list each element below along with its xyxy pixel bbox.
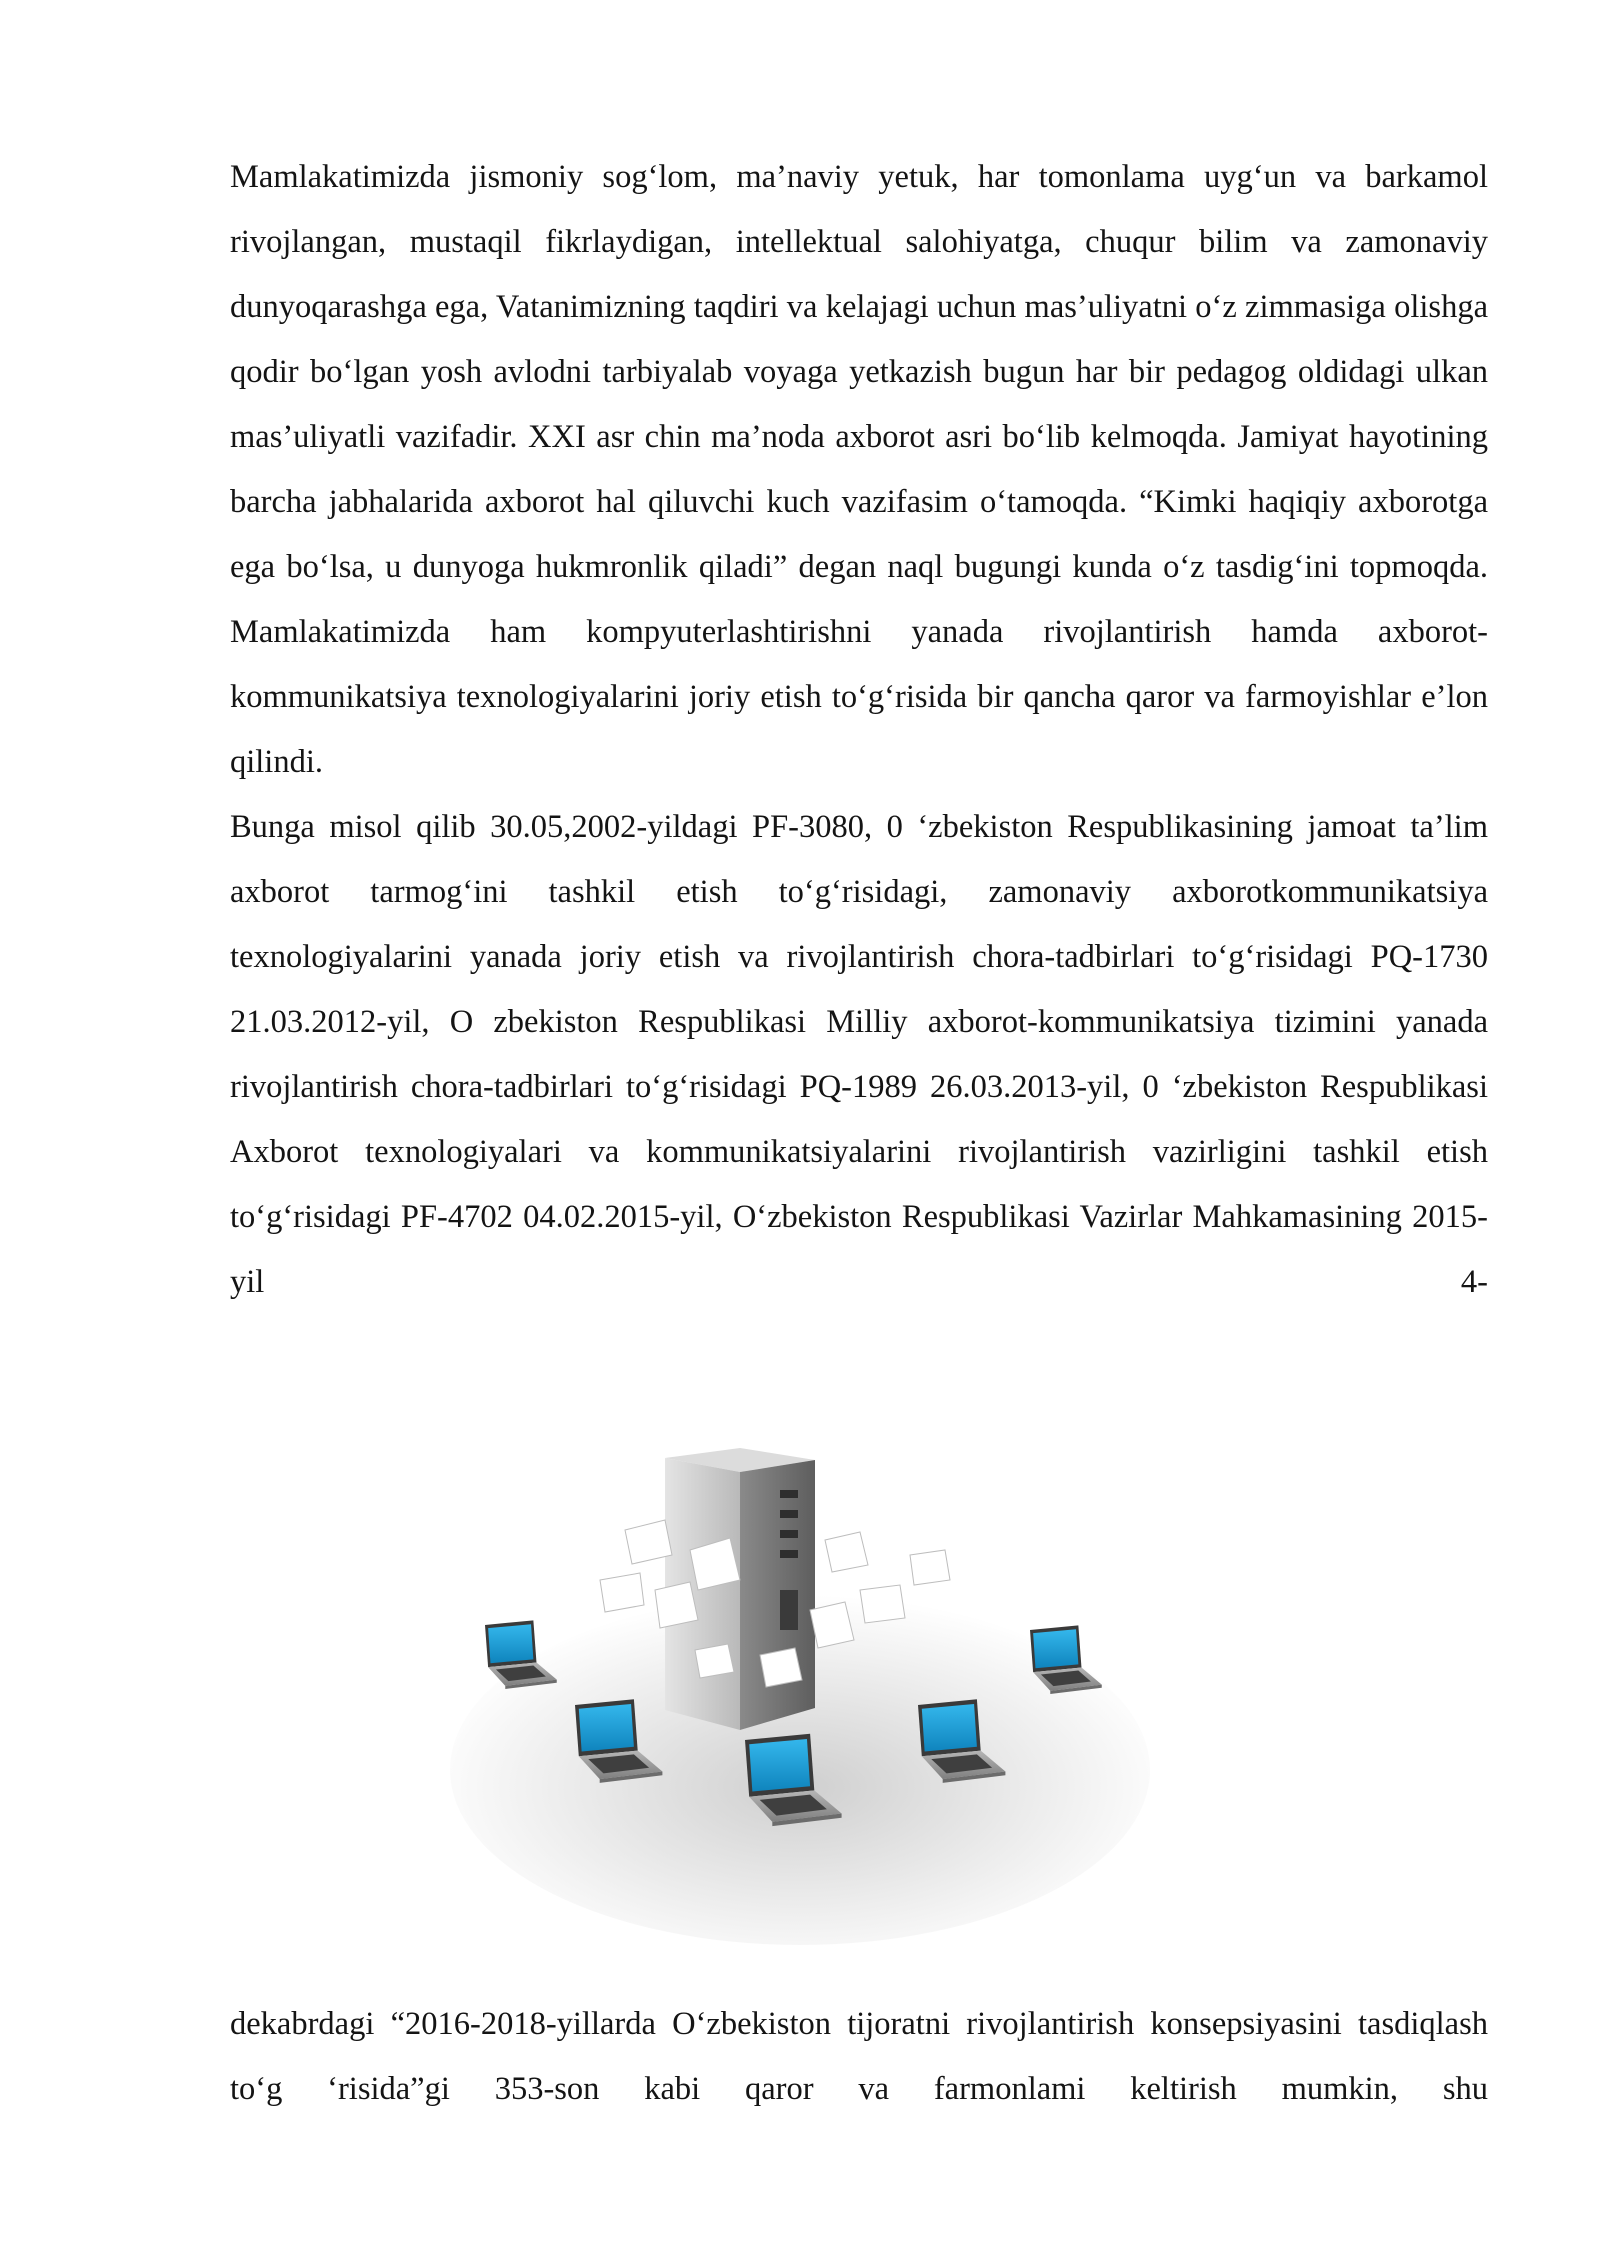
paragraph-intro: Mamlakatimizda jismoniy sog‘lom, ma’naviy yetuk, har tomonlama uyg‘un va barkamol rivojlangan, mustaqil fikrlaydigan, intellektual salohiyatga, chuqur bilim va zamonaviy dunyoqarashga ega, Vatanimizning taqdiri va kelajagi uchun mas’uliyatni o‘z zimmasiga olishga qodir bo‘lgan yosh avlodni tarbiyalab voyaga yetkazish bugun har bir pedagog oldidagi ulkan mas’uliyatli vazifadir. XXI asr chin ma’noda axborot asri bo‘lib kelmoqda. Jamiyat hayotining barcha jabhalarida axborot hal qiluvchi kuch vazifasim o‘tamoqda. “Kimki haqiqiy axborotga ega bo‘lsa, u dunyoga hukmronlik qiladi” degan naql bugungi kunda o‘z tasdig‘ini topmoqda. Mamlakatimizda ham kompyuterlashtirishni yanada rivojlantirish hamda axborot-kommunikatsiya texnologiyalarini joriy etish to‘g‘risida bir qancha qaror va farmoyishlar e’lon qilindi. — [230, 159, 1488, 780]
document-body-bottom — [230, 1992, 1488, 2122]
paragraph-continuation: dekabrdagi “2016-2018-yillarda O‘zbekiston tijoratni rivojlantirish konsepsiyasini tasdiqlash to‘g ‘risida”gi 353-son kabi qaror va farmonlami keltirish mumkin, shu — [230, 2006, 1488, 2107]
server-network-icon — [440, 1440, 1160, 1955]
server-network-illustration — [440, 1440, 1160, 1955]
document-body-top — [230, 145, 1488, 1315]
paragraph-examples: Bunga misol qilib 30.05,2002-yildagi PF-3080, 0 ‘zbekiston Respublikasining jamoat ta’lim axborot tarmog‘ini tashkil etish to‘g‘risidagi, zamonaviy axborotkommunikatsiya texnologiyalarini yanada joriy etish va rivojlantirish chora-tadbirlari to‘g‘risidagi PQ-1730 21.03.2012-yil, O zbekiston Respublikasi Milliy axborot-kommunikatsiya tizimini yanada rivojlantirish chora-tadbirlari to‘g‘risidagi PQ-1989 26.03.2013-yil, 0 ‘zbekiston Respublikasi Axborot texnologiyalari va kommunikatsiyalarini rivojlantirish vazirligini tashkil etish to‘g‘risidagi PF-4702 04.02.2015-yil, O‘zbekiston Respublikasi Vazirlar Mahkamasining 2015-yil 4- — [230, 809, 1488, 1300]
